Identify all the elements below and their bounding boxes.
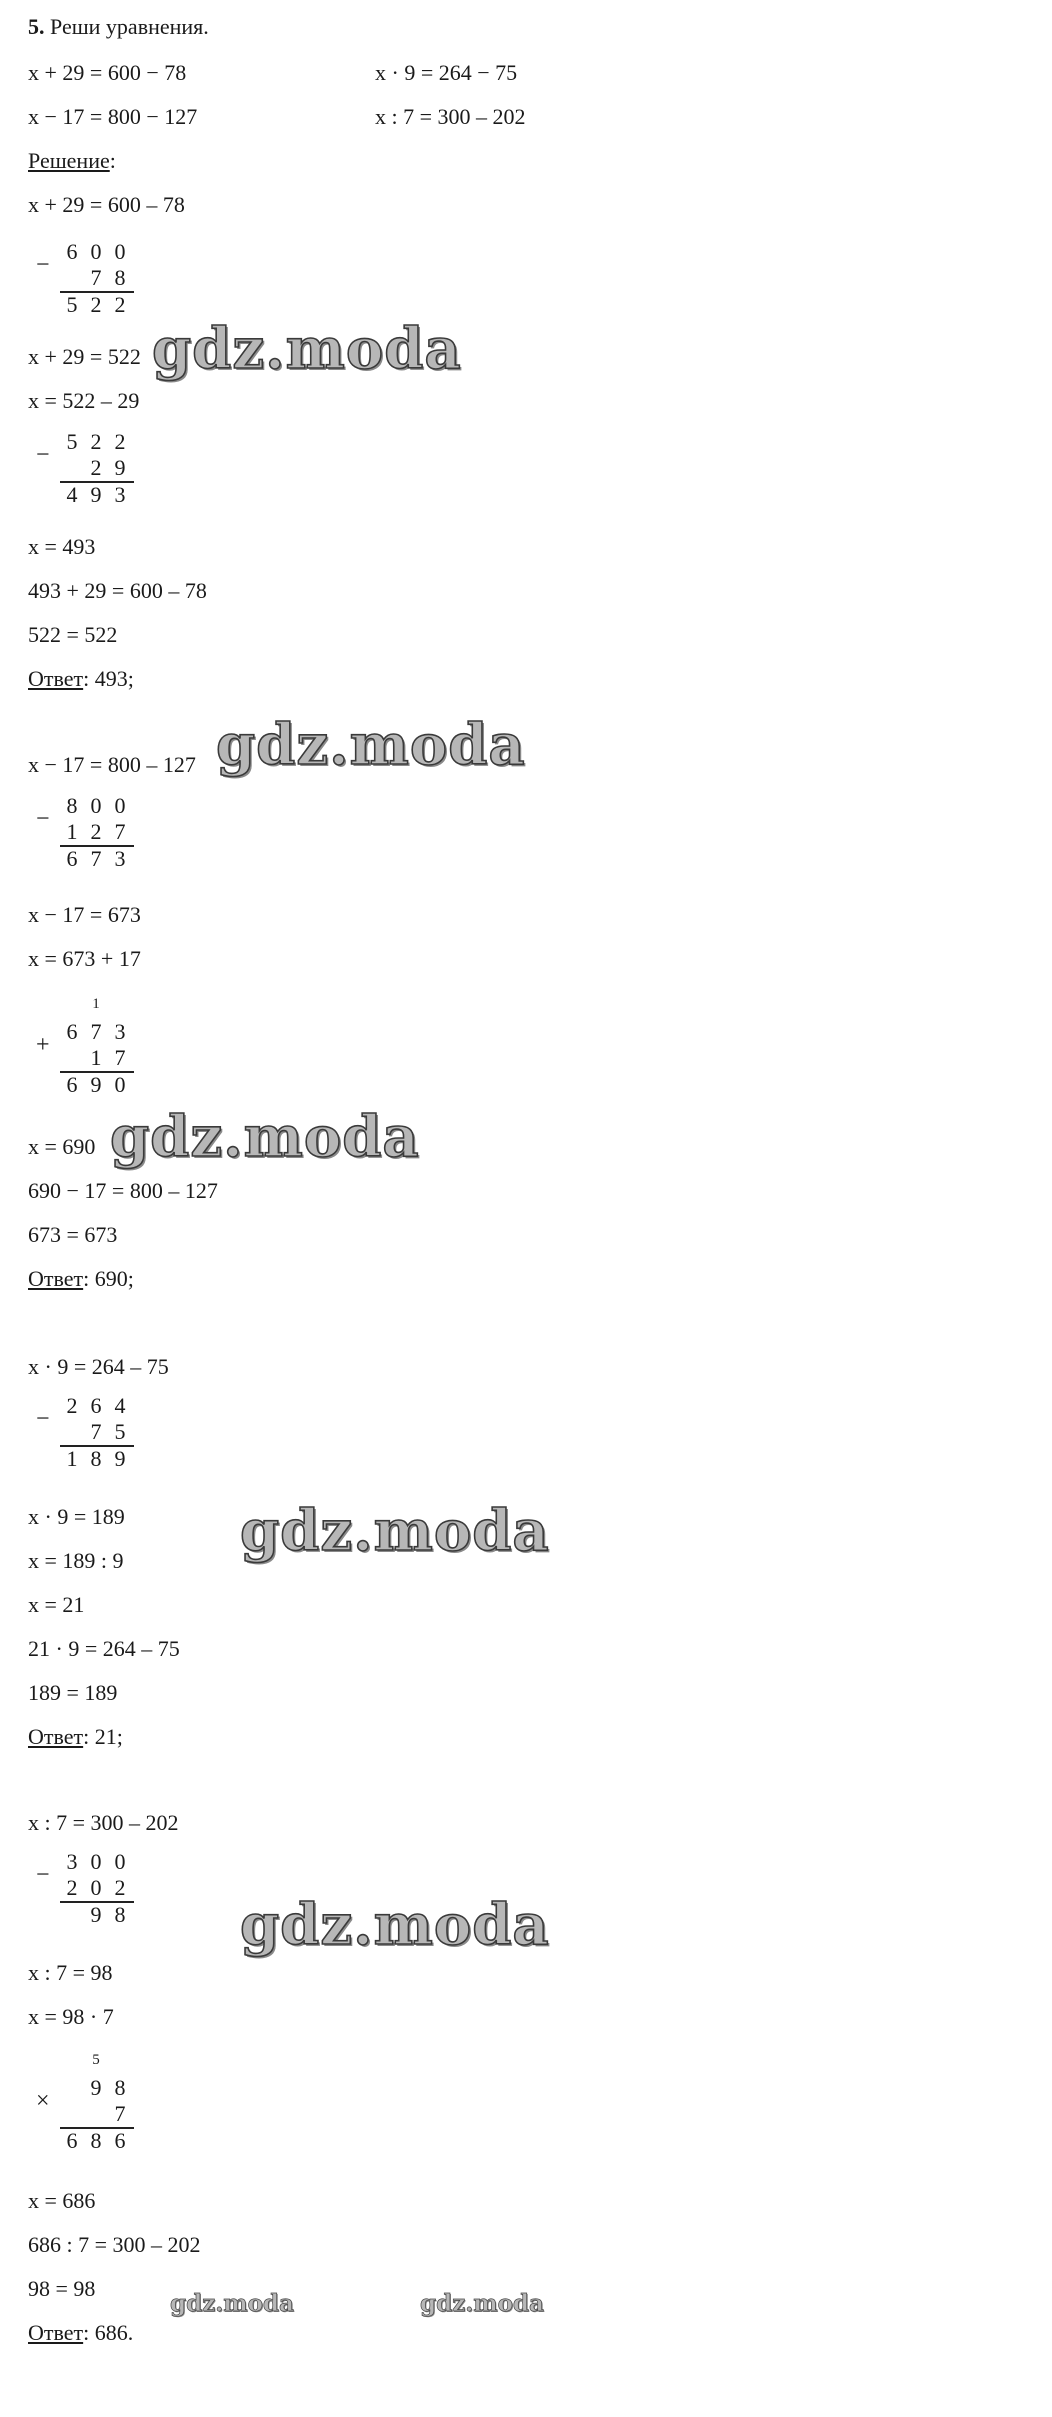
- p1-step-3: x = 522 – 29: [28, 388, 140, 413]
- p3-step-4: x = 21: [28, 1592, 85, 1617]
- subtrahend-row: [60, 2100, 132, 2128]
- p3-answer: [28, 1724, 123, 1750]
- result-row: [60, 1445, 132, 1473]
- digit: 7: [114, 2101, 126, 2126]
- digit: 2: [66, 1875, 78, 1900]
- p3-step-3: x = 189 : 9: [28, 1548, 124, 1573]
- digit: 5: [66, 292, 78, 317]
- digit: 7: [114, 1045, 126, 1070]
- digit: 2: [90, 292, 102, 317]
- digit: 3: [114, 482, 126, 507]
- digit: 9: [90, 1072, 102, 1097]
- p2-answer: [28, 1266, 134, 1292]
- digit: 4: [66, 482, 78, 507]
- operator-sign: +: [36, 1032, 50, 1058]
- digit: 2: [114, 292, 126, 317]
- p1-answer: [28, 666, 134, 692]
- digit: [108, 2052, 132, 2069]
- minuend-row: [60, 428, 132, 456]
- result-row: [60, 481, 132, 509]
- digit: 3: [66, 1849, 78, 1874]
- p4-answer: [28, 2320, 133, 2346]
- digit: 3: [114, 846, 126, 871]
- result-row: [60, 1071, 132, 1099]
- digit: [60, 2074, 84, 2102]
- digit: 6: [114, 2128, 126, 2153]
- p2-step-2: x − 17 = 673: [28, 902, 141, 927]
- p3-check-result: 189 = 189: [28, 1680, 118, 1705]
- p3-answer-value: : 21;: [83, 1724, 123, 1749]
- watermark: gdz.moda: [216, 712, 526, 778]
- operator-sign: −: [36, 252, 50, 278]
- digit: [60, 1044, 84, 1072]
- digit: [60, 2100, 84, 2128]
- solution-heading: Решение:: [28, 148, 116, 173]
- operator-sign: ×: [36, 2088, 50, 2114]
- p1-answer-value: : 493;: [83, 666, 134, 691]
- p3-equation: x · 9 = 264 – 75: [28, 1354, 169, 1379]
- digit: 2: [90, 819, 102, 844]
- digit: [84, 2100, 108, 2128]
- p1-check-result: 522 = 522: [28, 622, 118, 647]
- digit: 1: [92, 996, 100, 1012]
- task-equation-2: x · 9 = 264 − 75: [375, 60, 518, 85]
- digit: 6: [66, 1072, 78, 1097]
- minuend-row: [60, 2074, 132, 2102]
- digit: 5: [92, 2052, 100, 2068]
- minuend-row: [60, 1018, 132, 1046]
- digit: 0: [114, 239, 126, 264]
- operator-sign: −: [36, 442, 50, 468]
- subtrahend-row: [60, 1874, 132, 1902]
- digit: 0: [114, 793, 126, 818]
- p2-answer-value: : 690;: [83, 1266, 134, 1291]
- digit: 0: [90, 793, 102, 818]
- subtrahend-row: [60, 1044, 132, 1072]
- task-title: Реши уравнения.: [50, 14, 209, 39]
- digit: 7: [90, 1419, 102, 1444]
- digit: 9: [114, 455, 126, 480]
- digit: 0: [90, 1849, 102, 1874]
- answer-label: Ответ: [28, 666, 84, 691]
- digit: 7: [114, 819, 126, 844]
- task-header: [28, 14, 209, 40]
- digit: 0: [114, 1072, 126, 1097]
- p2-step-4: x = 690: [28, 1134, 96, 1159]
- digit: [60, 454, 84, 482]
- digit: 5: [114, 1419, 126, 1444]
- task-equation-4: x : 7 = 300 – 202: [375, 104, 526, 129]
- minuend-row: [60, 238, 132, 266]
- watermark: gdz.moda: [110, 1104, 420, 1170]
- carry-row: [60, 996, 132, 1013]
- p4-step-4: x = 686: [28, 2188, 96, 2213]
- digit: 5: [66, 429, 78, 454]
- result-row: [60, 291, 132, 319]
- p1-equation: x + 29 = 600 – 78: [28, 192, 185, 217]
- digit: 8: [114, 265, 126, 290]
- answer-label: Ответ: [28, 2320, 84, 2345]
- task-number: 5.: [28, 14, 45, 39]
- p2-step-3: x = 673 + 17: [28, 946, 141, 971]
- digit: 8: [90, 1446, 102, 1471]
- subtrahend-row: [60, 454, 132, 482]
- p4-step-2: x : 7 = 98: [28, 1960, 113, 1985]
- subtrahend-row: [60, 818, 132, 846]
- p4-check: 686 : 7 = 300 – 202: [28, 2232, 201, 2257]
- answer-label: Ответ: [28, 1724, 84, 1749]
- digit: 0: [90, 1875, 102, 1900]
- digit: 9: [90, 2075, 102, 2100]
- digit: 3: [114, 1019, 126, 1044]
- subtrahend-row: [60, 1418, 132, 1446]
- digit: 6: [90, 1393, 102, 1418]
- digit: 6: [66, 239, 78, 264]
- digit: 7: [90, 846, 102, 871]
- digit: 4: [114, 1393, 126, 1418]
- digit: 2: [114, 429, 126, 454]
- digit: 7: [90, 265, 102, 290]
- p4-check-result: 98 = 98: [28, 2276, 96, 2301]
- digit: 1: [66, 819, 78, 844]
- result-row: [60, 2127, 132, 2155]
- p4-step-3: x = 98 · 7: [28, 2004, 114, 2029]
- digit: 6: [66, 846, 78, 871]
- digit: [60, 2052, 84, 2069]
- answer-label: Ответ: [28, 1266, 84, 1291]
- digit: [60, 996, 84, 1013]
- minuend-row: [60, 792, 132, 820]
- result-row: [60, 845, 132, 873]
- digit: [60, 1418, 84, 1446]
- digit: 0: [114, 1849, 126, 1874]
- digit: [108, 996, 132, 1013]
- digit: 6: [66, 2128, 78, 2153]
- watermark: gdz.moda: [170, 2290, 294, 2317]
- p2-equation: x − 17 = 800 – 127: [28, 752, 196, 777]
- operator-sign: −: [36, 1862, 50, 1888]
- operator-sign: −: [36, 806, 50, 832]
- carry-row: [60, 2052, 132, 2069]
- p1-check: 493 + 29 = 600 – 78: [28, 578, 207, 603]
- digit: 2: [66, 1393, 78, 1418]
- minuend-row: [60, 1392, 132, 1420]
- digit: 9: [114, 1446, 126, 1471]
- digit: 1: [66, 1446, 78, 1471]
- p3-check: 21 · 9 = 264 – 75: [28, 1636, 180, 1661]
- watermark: gdz.moda: [240, 1498, 550, 1564]
- digit: 8: [66, 793, 78, 818]
- digit: 8: [90, 2128, 102, 2153]
- digit: 0: [90, 239, 102, 264]
- p3-step-2: x · 9 = 189: [28, 1504, 125, 1529]
- digit: [60, 1901, 84, 1929]
- digit: 7: [90, 1019, 102, 1044]
- minuend-row: [60, 1848, 132, 1876]
- p1-step-2: x + 29 = 522: [28, 344, 141, 369]
- digit: 9: [90, 1902, 102, 1927]
- task-equation-3: x − 17 = 800 − 127: [28, 104, 198, 129]
- digit: 9: [90, 482, 102, 507]
- result-row: [60, 1901, 132, 1929]
- task-equation-1: x + 29 = 600 − 78: [28, 60, 187, 85]
- digit: 6: [66, 1019, 78, 1044]
- p4-answer-value: : 686.: [83, 2320, 134, 2345]
- operator-sign: −: [36, 1406, 50, 1432]
- p1-step-4: x = 493: [28, 534, 96, 559]
- digit: 2: [90, 429, 102, 454]
- subtrahend-row: [60, 264, 132, 292]
- watermark: gdz.moda: [240, 1892, 550, 1958]
- p2-check: 690 − 17 = 800 – 127: [28, 1178, 218, 1203]
- solution-label: Решение: [28, 148, 110, 173]
- digit: 8: [114, 2075, 126, 2100]
- watermark: gdz.moda: [152, 316, 462, 382]
- digit: 8: [114, 1902, 126, 1927]
- digit: 2: [114, 1875, 126, 1900]
- digit: 2: [90, 455, 102, 480]
- watermark: gdz.moda: [420, 2290, 544, 2317]
- p4-equation: x : 7 = 300 – 202: [28, 1810, 179, 1835]
- digit: [60, 264, 84, 292]
- digit: 1: [90, 1045, 102, 1070]
- p2-check-result: 673 = 673: [28, 1222, 118, 1247]
